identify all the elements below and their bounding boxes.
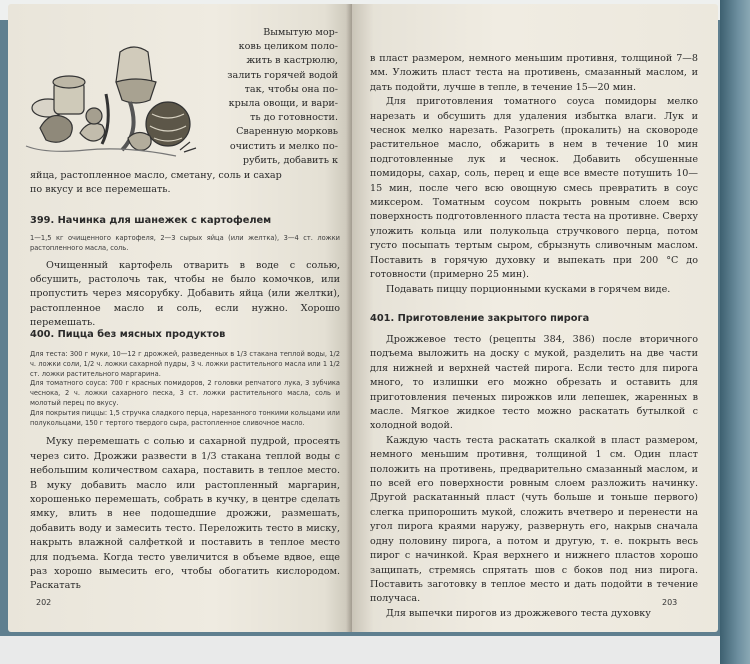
- recipe-401: [370, 312, 698, 621]
- intro-line-full: яйца, растопленное масло, сметану, соль и сахар: [30, 170, 282, 181]
- recipe-401-heading: 401. Приготовление закрытого пирога: [370, 313, 590, 324]
- page-number-left: 202: [36, 598, 52, 607]
- intro-line: залить горячей водой: [227, 69, 338, 81]
- right-page: [352, 4, 718, 632]
- intro-line: ковь целиком поло-: [238, 41, 338, 53]
- intro-wrap-text: [218, 26, 338, 168]
- recipe-400-sauce: Для томатного соуса: 700 г красных помидоров, 2 головки репчатого лука, 3 зубчика чеснока, 2 ч. ложки сахарного песка, 3 ст. ложки растительного масла, соль и молотый перец по вкусу.: [30, 378, 340, 407]
- recipe-399-heading: 399. Начинка для шанежек с картофелем: [30, 215, 272, 226]
- recipe-400-heading: 400. Пицца без мясных продуктов: [30, 329, 226, 340]
- recipe-400-dough: Для теста: 300 г муки, 10—12 г дрожжей, разведенных в 1/3 стакана теплой воды, 1/2 ч. ложки соли, 1/2 ч. ложки сахарной пудры, 3 ч. ложки растительного масла или 1 1/2 ст. ложки растительного маргарина.: [30, 349, 340, 378]
- page-number-right: 203: [662, 598, 678, 607]
- recipe-400-text: Муку перемешать с солью и сахарной пудрой, просеять через сито. Дрожжи развести в 1/3 стакана теплой воды с небольшим количеством сахара, поставить в теплое место. В муку добавить масло или растопленный маргарин, хорошенько перемешать, собрать в кучку, в центре сделать ямку, влить в нее подошедшие дрожжи, размешать, добавить воду и замесить тесто. Переложить тесто в миску, накрыть влажной салфеткой и поставить в теплое место для подъема. Когда тесто увеличится в объеме вдвое, еще раз хорошо вымесить его, чтобы обогатить кислородом. Раскатать: [30, 436, 340, 592]
- recipe-400-topping: Для покрытия пиццы: 1,5 стручка сладкого перца, нарезанного тонкими кольцами или полукольцами, 150 г тертого твердого сыра, растопленное сливочное масло.: [30, 407, 340, 427]
- vegetables-illustration: [20, 38, 200, 158]
- recipe-400: [30, 328, 340, 594]
- intro-line: очистить и мелко по-: [229, 140, 338, 152]
- intro-line: рубить, добавить к: [242, 154, 338, 166]
- intro-line: Сваренную морковь: [236, 126, 338, 138]
- intro-line: ть до готовности.: [250, 112, 338, 124]
- background-bottom: [0, 636, 750, 664]
- serve-text: Подавать пиццу порционными кусками в горячем виде.: [386, 283, 671, 295]
- recipe-399-text: Очищенный картофель отварить в воде с солью, обсушить, растолочь так, чтобы не было комочков, или пропустить через мясорубку. Добавить яйца (или желтки), растопленное масло и соль, если нужно. Хорошо перемешать.: [30, 259, 340, 329]
- intro-end: [30, 169, 340, 198]
- intro-line: так, чтобы она по-: [244, 83, 338, 95]
- book-cover-edge: [720, 0, 750, 664]
- recipe-401-text-1: Дрожжевое тесто (рецепты 384, 386) после вторичного подъема выложить на доску с мукой, разделить на две части для нижней и верхней частей пирога. Если тесто для пирога много, то излишки его можно обрезать и оставить для приготовления печеных пирожков или лепешек, жаренных в масле. Мягкое жидкое тесто можно раскатать бутылкой с холодной водой.: [370, 334, 698, 432]
- intro-line: Вымытую мор-: [263, 27, 338, 38]
- recipe-399-ingredients: 1—1,5 кг очищенного картофеля, 2—3 сырых яйца (или желтка), 3—4 ст. ложки растопленного масла, соль.: [30, 233, 340, 252]
- recipe-401-text-2: Каждую часть теста раскатать скалкой в пласт размером, немного меньшим противня, толщиной 1 см. Один пласт положить на противень, предварительно смазанный маслом, и по всей его поверхности ровным слоем разложить начинку. Другой раскатанный пласт (чуть больше и тоньше первого) слегка припорошить мукой, сложить вчетверо и перенести на угол пирога краями наружу, развернуть его, накрыв сначала одну половину пирога, а потом и другую, т. е. покрыть весь пирог с начинкой. Края верхнего и нижнего пластов хорошо защипать, стремясь спрятать шов с боков под низ пирога. Поставить заготовку в теплое место и дать подойти в течение получаса.: [370, 434, 698, 605]
- intro-line-full: по вкусу и все перемешать.: [30, 184, 171, 196]
- recipe-401-text-3: Для выпечки пирогов из дрожжевого теста духовку: [386, 607, 651, 619]
- intro-line: крыла овощи, и вари-: [228, 98, 338, 110]
- recipe-400-continued: [370, 52, 698, 297]
- left-page: [8, 4, 352, 632]
- continued-text: в пласт размером, немного меньшим противня, толщиной 7—8 мм. Уложить пласт теста на противень, смазанный маслом, и дать подойти, лучше в тепле, в течение 15—20 мин.: [370, 53, 698, 93]
- recipe-399: [30, 214, 340, 331]
- intro-line: жить в кастрюлю,: [246, 55, 338, 67]
- sauce-text: Для приготовления томатного соуса помидоры мелко нарезать и обсушить для удаления избытка влаги. Лук и чеснок мелко нарезать. Разогреть (прокалить) на сковороде растительное масло, обжарить в нем в течение 10 мин подготовленные лук и чеснок. Добавить обсушенные помидоры, сахар, соль, перец и еще все вместе потушить 10—15 мин, после чего всю овощную смесь превратить в соус миксером. Томатным соусом покрыть ровным слоем всю поверхность подготовленного пласта теста на противне. Сверху уложить кольца или полукольца стручкового перца, потом густо посыпать тертым сыром, сбрызнуть сливочным маслом. Поставить в горячую духовку и выпекать при 200 °С до готовности (примерно 25 мин).: [370, 96, 698, 281]
